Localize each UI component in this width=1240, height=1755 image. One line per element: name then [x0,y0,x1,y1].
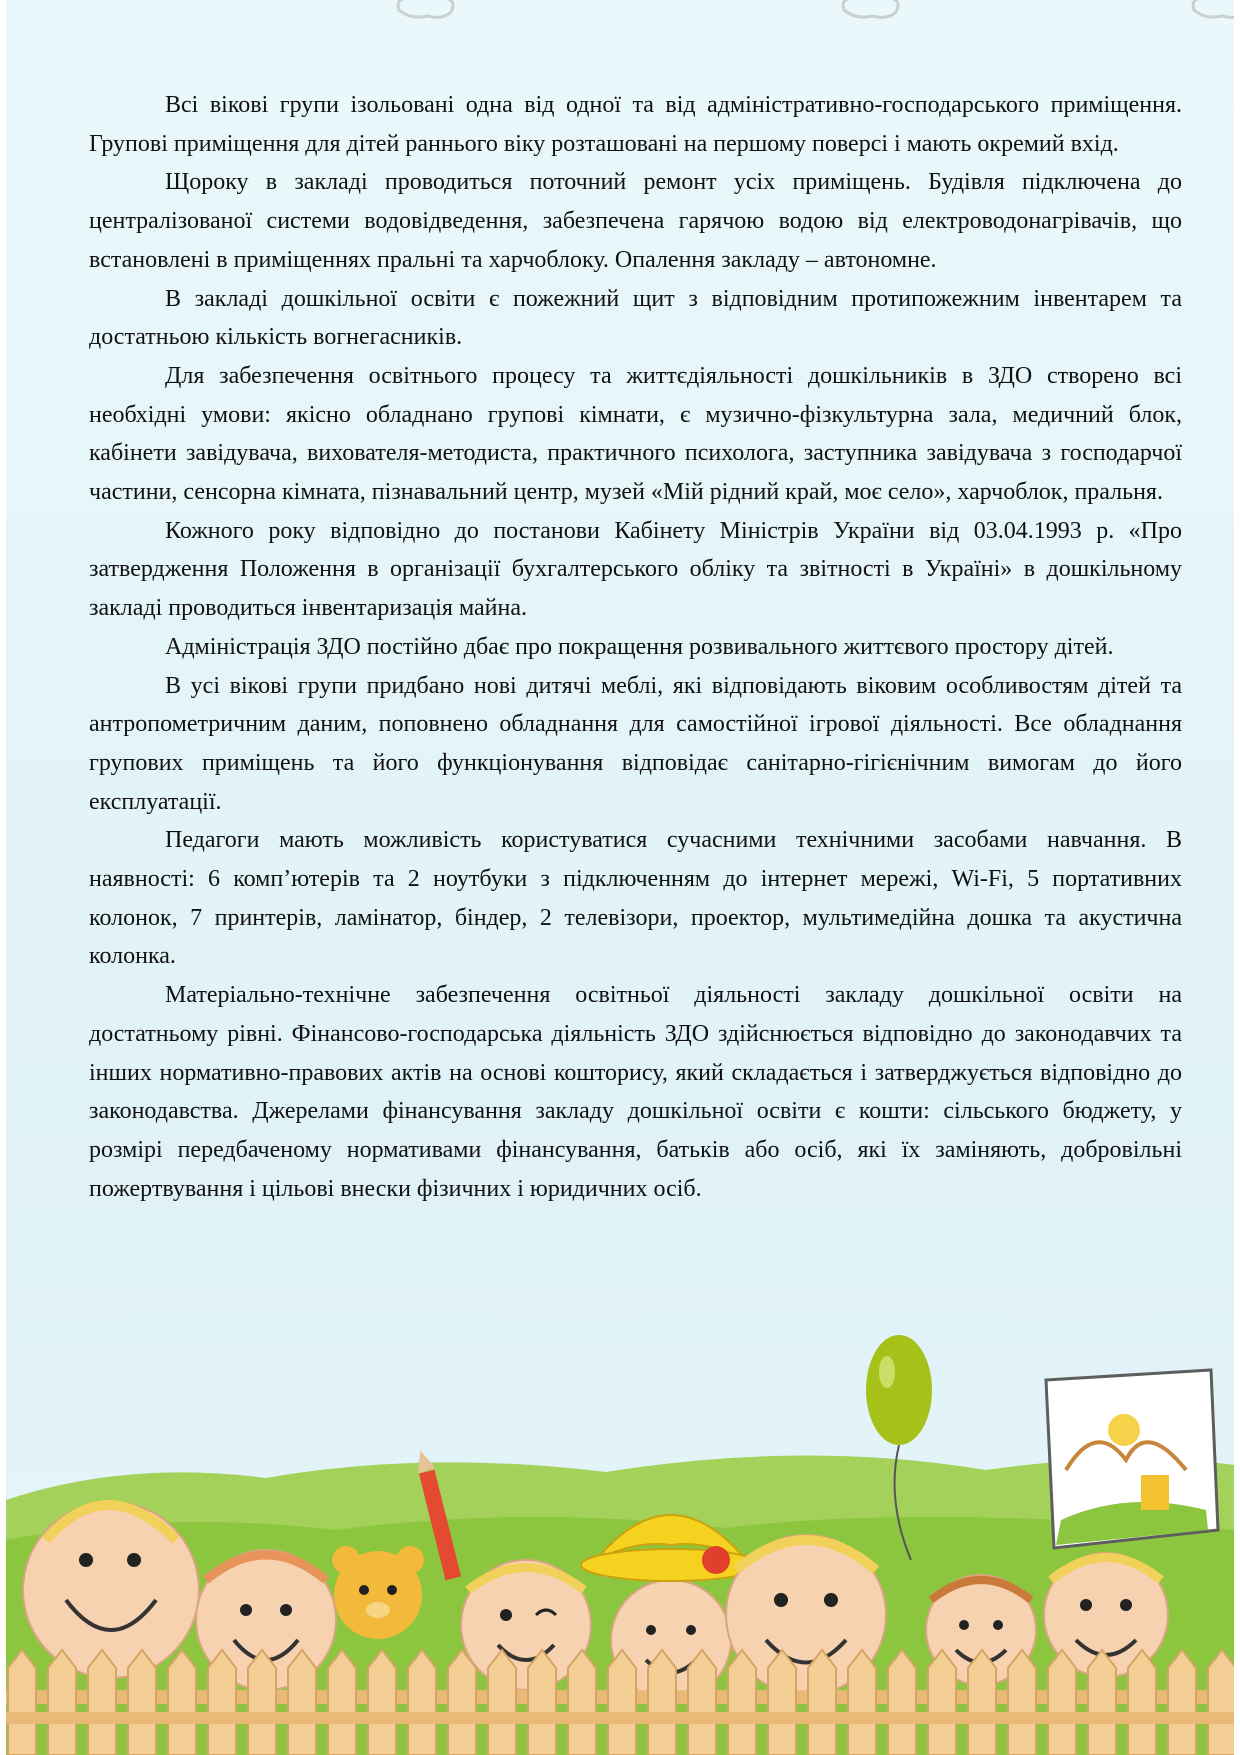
paragraph: В усі вікові групи придбано нові дитячі меблі, які відповідають віковим особливостям дітей та антропометричним даним, поповнено обладнання для самостійної ігрової діяльності. Все обладнання групових приміщень та його функціонування відповідає санітарно-гігієнічним вимогам до його експлуатації. [89,672,1182,815]
fence-picket [1128,1650,1156,1755]
fence-picket [608,1650,636,1755]
fence-picket [728,1650,756,1755]
paragraph: Матеріально-технічне забезпечення освітньої діяльності закладу дошкільної освіти на достатньому рівні. Фінансово-господарська діяльність ЗДО здійснюється відповідно до законодавчих та інших нормативно-правових актів на основі кошторису, який складається і затверджується відповідно до законодавства. Джерелами фінансування закладу дошкільної освіти є кошти: сільського бюджету, у розмірі передбаченому нормативами фінансування, батьків або осіб, які їх заміняють, добровільні пожертвування і цільові внески фізичних і юридичних осіб. [89,982,1182,1202]
body-text [89,86,1182,1208]
fence-picket [8,1650,36,1755]
fence-picket [1088,1650,1116,1755]
fence-picket [128,1650,156,1755]
paragraph: Щороку в закладі проводиться поточний ремонт усіх приміщень. Будівля підключена до централізованої системи водовідведення, забезпечена гарячою водою від електроводонагрівачів, що встановлені в приміщеннях пральні та харчоблоку. Опалення закладу – автономне. [89,169,1182,273]
fence-picket [208,1650,236,1755]
balloon-icon [866,1335,932,1560]
paragraph: В закладі дошкільної освіти є пожежний щит з відповідним протипожежним інвентарем та достатньою кількість вогнегасників. [89,285,1182,351]
fence-picket [848,1650,876,1755]
paragraph: Адміністрація ЗДО постійно дбає про покращення розвивального життєвого простору дітей. [165,633,1114,660]
child-face-icon [196,1550,336,1690]
child-face-icon [23,1502,199,1678]
fence-rail [6,1712,1234,1724]
fence-picket [1208,1650,1234,1755]
paragraph: Педагоги мають можливість користуватися сучасними технічними засобами навчання. В наявності: 6 комп’ютерів та 2 ноутбуки з підключенням до інтернет мережі, Wi-Fi, 5 портативних колонок, 7 принтерів, ламінатор, біндер, 2 телевізори, проектор, мультимедійна дошка та акустична колонка. [89,827,1182,970]
fence-picket [648,1650,676,1755]
cloud-icon [1186,0,1234,24]
fence-picket [168,1650,196,1755]
fence-picket [248,1650,276,1755]
fence-picket [488,1650,516,1755]
fence-picket [328,1650,356,1755]
fence-picket [808,1650,836,1755]
fence-picket [1048,1650,1076,1755]
fence-picket [288,1650,316,1755]
fence-picket [968,1650,996,1755]
fence-picket [1168,1650,1196,1755]
paragraph: Кожного року відповідно до постанови Кабінету Міністрів України від 03.04.1993 р. «Про затвердження Положення в організації бухгалтерського обліку та звітності в Україні» в дошкільному закладі проводиться інвентаризація майна. [89,517,1182,622]
fence-picket [368,1650,396,1755]
document-page [6,0,1234,1755]
fence-picket [408,1650,436,1755]
cloud-icon [391,0,461,24]
paragraph: Всі вікові групи ізольовані одна від одної та від адміністративно-господарського приміщення. Групові приміщення для дітей раннього віку розташовані на першому поверсі і мають окремий вхід. [89,92,1182,157]
fence-picket [48,1650,76,1755]
pencil-icon [413,1448,461,1580]
fence-picket [888,1650,916,1755]
fence-picket [568,1650,596,1755]
child-face-icon [1044,1553,1168,1677]
drawing-board-icon [1046,1370,1218,1548]
child-face-icon [461,1560,591,1690]
cloud-icon [836,0,906,24]
fence-picket [1008,1650,1036,1755]
fence-picket [688,1650,716,1755]
fence-picket [88,1650,116,1755]
child-face-icon [926,1575,1036,1685]
fence-picket [928,1650,956,1755]
paragraph: Для забезпечення освітнього процесу та життєдіяльності дошкільників в ЗДО створено всі необхідні умови: якісно обладнано групові кімнати, є музично-фізкультурна зала, медичний блок, кабінети завідувача, вихователя-методиста, практичного психолога, заступника завідувача з господарчої частини, сенсорна кімната, пізнавальний центр, музей «Мій рідний край, моє село», харчоблок, пральня. [89,362,1182,506]
teddy-bear-icon [332,1546,424,1639]
child-face-icon [726,1535,886,1695]
fence-picket [448,1650,476,1755]
fence [6,1650,1234,1755]
fence-picket [528,1650,556,1755]
fence-picket [768,1650,796,1755]
child-face-icon [581,1515,761,1700]
